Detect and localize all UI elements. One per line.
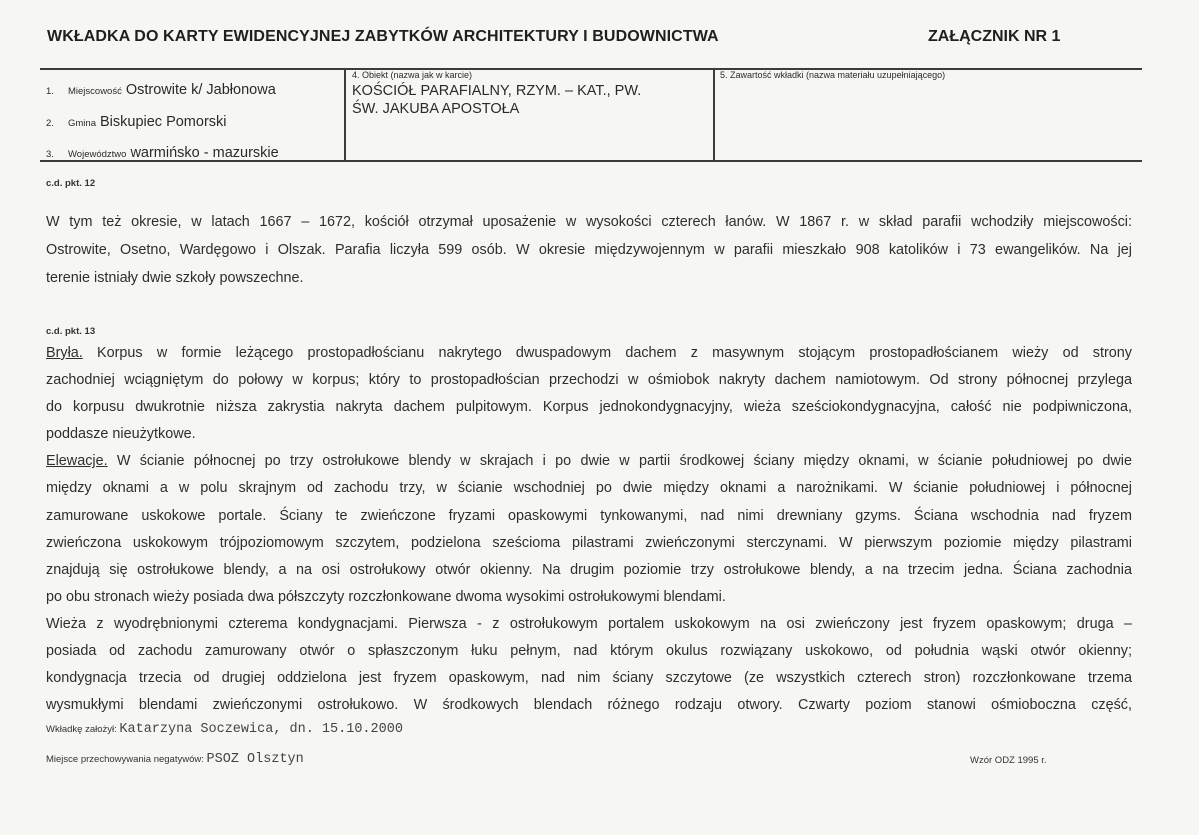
text-line: W tym też okresie, w latach 1667 – 1672, kościół otrzymał uposażenie w wysokości czterech łanów. W 1867 r. w skład parafii wchodziły miejscowości: [46, 214, 1132, 230]
object-value-line: ŚW. JAKUBA APOSTOŁA [352, 101, 520, 117]
section-label-12: c.d. pkt. 12 [46, 178, 96, 189]
object-value-line: KOŚCIÓŁ PARAFIALNY, RZYM. – KAT., PW. [352, 83, 642, 99]
text-line: zamurowane uskokowe portale. Ściany te zwieńczone fryzami opaskowymi tynkowanymi, nad nimi drewniany gzyms. Ściana wschodnia nad fryzem [46, 507, 1132, 524]
text-span: W ścianie północnej po trzy ostrołukowe blendy w skrajach i po dwie w partii środkowej ściany między oknami, w ścianie południowej po dwie [107, 453, 1132, 470]
box-bottom-rule [40, 160, 1142, 162]
field-number: 2. [46, 118, 54, 129]
text-line: między oknami a w polu skrajnym od zachodu trzy, w ścianie wschodniej po dwie między oknami a narożnikami. W ścianie południowej i północnej [46, 480, 1132, 497]
field-label: Województwo [68, 149, 127, 160]
author-line [46, 722, 403, 737]
field-voivodeship [46, 145, 279, 160]
top-rule [40, 68, 1142, 70]
object-label: 4. Obiekt (nazwa jak w karcie) [352, 70, 473, 80]
annex-label: ZAŁĄCZNIK NR 1 [928, 28, 1061, 45]
section-label-13: c.d. pkt. 13 [46, 326, 96, 337]
text-line: terenie istniały dwie szkoły powszechne. [46, 270, 304, 286]
field-label: Miejscowość [68, 86, 122, 97]
text-line: zwieńczona uskokowym trójpoziomowym szczytem, podzielona sześcioma pilastrami zwieńczonymi sterczynami. W pierwszym poziomie między pilastrami [46, 534, 1132, 551]
text-line [46, 448, 1132, 475]
text-line: Wieża z wyodrębnionymi czterema kondygnacjami. Pierwsza - z ostrołukowym portalem uskokowym na osi zwieńczony jest fryzem opaskowym; druga – [46, 615, 1132, 632]
column-divider-2 [713, 68, 715, 162]
elewacje-heading: Elewacje. [46, 453, 108, 470]
column-divider-1 [344, 68, 346, 162]
storage-label: Miejsce przechowywania negatywów: [46, 754, 204, 765]
text-line: zachodniej wciągniętym do połowy w korpus; który to prostopadłościan przechodzi w ośmiobok nakryty dachem namiotowym. Od strony północnej przylega [46, 372, 1132, 389]
field-label: Gmina [68, 118, 96, 129]
field-commune [46, 114, 227, 130]
storage-line [46, 752, 304, 767]
contents-label: 5. Zawartość wkładki (nazwa materiału uzupełniającego) [720, 70, 946, 80]
bryla-heading: Bryła. [46, 345, 83, 361]
field-value: Ostrowite k/ Jabłonowa [125, 82, 276, 98]
text-line [46, 340, 1132, 367]
author-value: Katarzyna Soczewica, dn. 15.10.2000 [119, 722, 403, 737]
text-line: Ostrowite, Osetno, Wardęgowo i Olszak. Parafia liczyła 599 osób. W okresie międzywojennym w parafii mieszkało 908 katolików i 73 ewangelików. Na jej [46, 242, 1132, 258]
field-value: warmińsko - mazurskie [130, 145, 279, 160]
field-number: 1. [46, 86, 54, 97]
text-line: po obu stronach wieży posiada dwa półszczyty rozczłonkowane dwoma wysokimi ostrołukowymi blendami. [46, 588, 726, 605]
document-title: WKŁADKA DO KARTY EWIDENCYJNEJ ZABYTKÓW ARCHITEKTURY I BUDOWNICTWA [47, 28, 719, 45]
field-locality [46, 82, 276, 98]
text-line: do korpusu dwukrotnie niższa zakrystia nakryta dachem pulpitowym. Korpus jednokondygnacyjny, wieża sześciokondygnacyjna, całość nie podpiwniczona, [46, 399, 1132, 416]
text-line: kondygnacja trzecia od drugiej oddzielona jest fryzem opaskowym, nad nim ściany szczytowe (ze wszystkich czterech stron) rozczłonkowane trzema [46, 670, 1132, 687]
field-number: 3. [46, 149, 54, 160]
field-voivodeship-clip [46, 145, 342, 160]
object-value [352, 82, 702, 118]
text-line: posiada od zachodu zamurowany otwór o spłaszczonym łuku pełnym, nad którym okulus rozwiązany uskokowo, od południa wąski otwór okienny; [46, 643, 1132, 660]
text-line: znajdują się ostrołukowe blendy, a na osi ostrołukowy otwór okienny. Na drugim poziomie trzy ostrołukowe blendy, a na trzecim jedna. Ściana zachodnia [46, 561, 1132, 578]
text-line: wysmukłymi blendami zwieńczonymi ostrołukowo. W środkowych blendach różnego rodzaju otwory. Czwarty poziom stanowi ośmioboczna część, [46, 697, 1132, 714]
text-line: poddasze nieużytkowe. [46, 426, 196, 443]
author-label: Wkładkę założył: [46, 724, 117, 735]
section-13-text [46, 340, 1132, 719]
section-12-text [46, 208, 1132, 292]
text-span: Korpus w formie leżącego prostopadłościanu nakrytego dwuspadowym dachem z masywnym stojącym prostopadłościanem wieży od strony [82, 345, 1132, 361]
storage-value: PSOZ Olsztyn [206, 752, 304, 767]
template-label: Wzór ODZ 1995 r. [970, 755, 1047, 766]
field-value: Biskupiec Pomorski [99, 114, 227, 130]
